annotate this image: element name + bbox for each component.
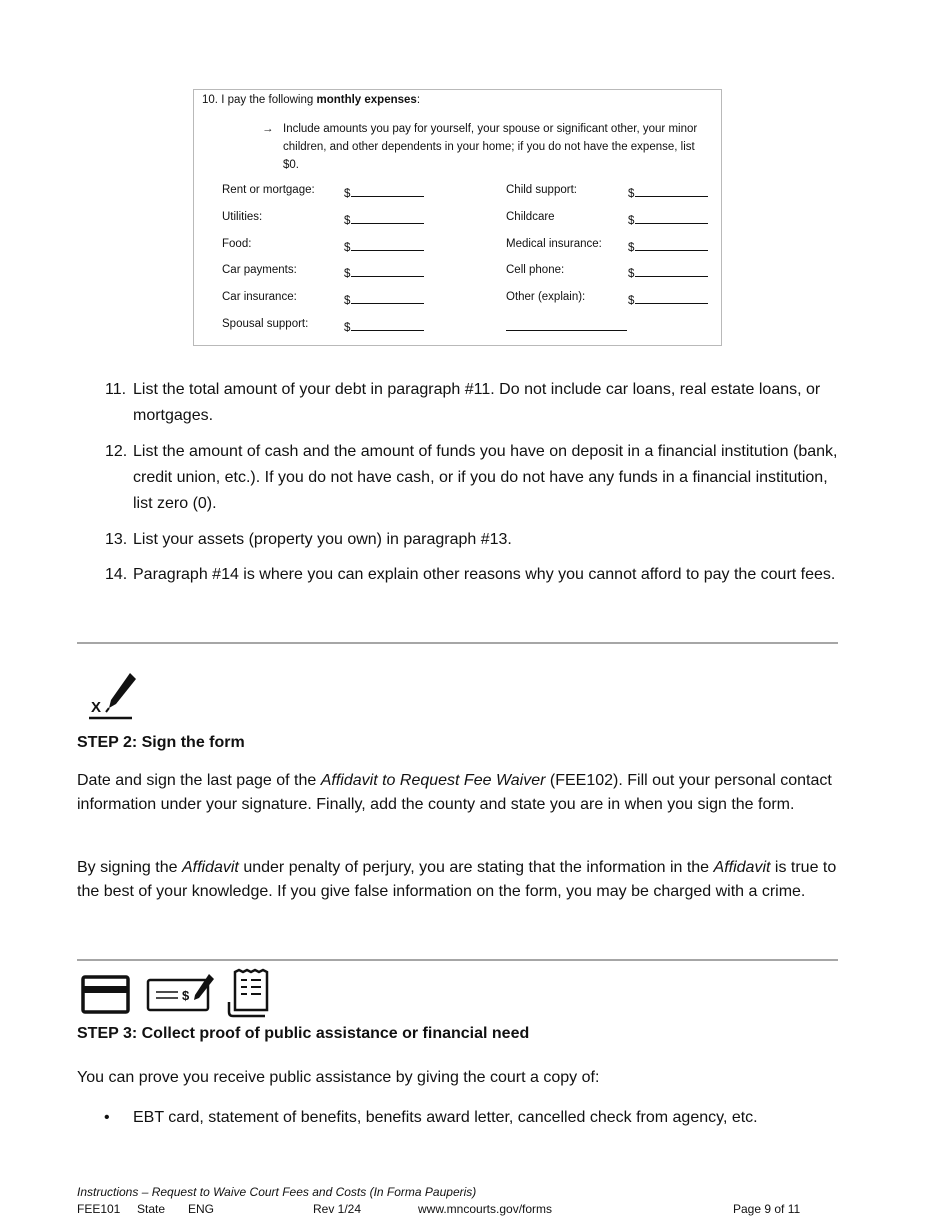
expense-field-spousal-support[interactable] [344,318,424,334]
instruction-number: 12. [105,443,128,460]
expense-field-car-payments[interactable] [344,264,424,280]
text-run: (FEE102). Fill out your personal contact information under your signature. Finally, add the county and state you are in when you sign the form. [77,772,832,813]
expense-field-other[interactable] [628,291,708,307]
form-title-italic: Affidavit to Request Fee Waiver [320,772,546,789]
expense-field-car-insurance[interactable] [344,291,424,307]
instruction-number: 11. [105,381,127,398]
currency-symbol: $ [344,242,351,254]
expense-label-spousal-support: Spousal support: [222,318,309,330]
sign-pen-icon [86,668,140,722]
text-run: Date and sign the last page of the [77,772,321,789]
section-divider [77,959,838,961]
item-number: 10. [202,94,218,106]
footer-state: State [137,1202,166,1216]
currency-symbol: $ [344,295,351,307]
sign-x-mark: X [91,699,102,716]
expense-label-car-insurance: Car insurance: [222,291,297,303]
amount-line [635,184,708,197]
footer-url[interactable]: www.mncourts.gov/forms [418,1202,553,1216]
instruction-number: 14. [105,566,128,583]
expense-field-child-support[interactable] [628,184,708,200]
amount-line [351,264,424,277]
footer-page-number: Page 9 of 11 [733,1202,801,1216]
note-text: Include amounts you pay for yourself, your spouse or significant other, your minor children, and other dependents in your home; if you do not have the expense, list $0. [283,123,698,171]
amount-line [351,291,424,304]
expense-field-cell-phone[interactable] [628,264,708,280]
amount-line [635,238,708,251]
currency-symbol: $ [628,188,635,200]
check-dollar-mark: $ [182,988,190,1003]
expense-field-food[interactable] [344,238,424,254]
step3-intro: You can prove you receive public assistance by giving the court a copy of: [77,1069,600,1086]
expense-label-car-payments: Car payments: [222,264,297,276]
expense-field-medical-insurance[interactable] [628,238,708,254]
instruction-text: Paragraph #14 is where you can explain other reasons why you cannot afford to pay the court fees. [133,566,836,583]
currency-symbol: $ [344,322,351,334]
expense-label-other: Other (explain): [506,291,586,303]
expenses-box-title [202,94,420,106]
footer-form-code: FEE101 [77,1202,121,1216]
instruction-text: List the amount of cash and the amount of funds you have on deposit in a financial institution (bank, credit union, etc.). If you do not have cash, or if you do not have any funds in a financial institution, list zero (0). [133,443,838,512]
step3-bullet-item: EBT card, statement of benefits, benefits award letter, cancelled check from agency, etc. [133,1109,758,1126]
expense-label-cell-phone: Cell phone: [506,264,565,276]
expense-label-rent: Rent or mortgage: [222,184,315,196]
affidavit-italic: Affidavit [713,859,771,876]
check-icon [146,972,216,1016]
bullet-marker: • [104,1109,110,1126]
section-divider [77,642,838,644]
currency-symbol: $ [628,268,635,280]
step2-paragraph-2 [77,856,842,904]
currency-symbol: $ [628,242,635,254]
title-suffix: : [416,94,421,106]
amount-line [635,211,708,224]
amount-line [351,318,424,331]
instruction-text: List your assets (property you own) in paragraph #13. [133,531,512,548]
text-run: under penalty of perjury, you are stating that the information in the [238,859,714,876]
affidavit-italic: Affidavit [181,859,239,876]
expense-field-childcare[interactable] [628,211,708,227]
amount-line [635,291,708,304]
currency-symbol: $ [628,295,635,307]
instruction-text: List the total amount of your debt in paragraph #11. Do not include car loans, real estate loans, or mortgages. [133,381,821,424]
expense-field-utilities[interactable] [344,211,424,227]
amount-line [635,264,708,277]
currency-symbol: $ [628,215,635,227]
instruction-number: 13. [105,531,128,548]
expense-label-child-support: Child support: [506,184,577,196]
footer-title: Instructions – Request to Waive Court Fees and Costs (In Forma Pauperis) [77,1185,477,1199]
amount-line [351,238,424,251]
footer-language: ENG [188,1202,215,1216]
title-prefix: I pay the following [221,94,314,106]
step3-title: STEP 3: Collect proof of public assistance or financial need [77,1025,530,1042]
other-explain-line[interactable] [506,318,627,331]
footer-revision: Rev 1/24 [313,1202,362,1216]
step2-paragraph-1 [77,769,842,817]
step2-title: STEP 2: Sign the form [77,734,245,751]
expense-label-food: Food: [222,238,252,250]
arrow-icon: → [262,123,274,135]
title-bold: monthly expenses [316,94,417,106]
currency-symbol: $ [344,268,351,280]
expense-field-rent[interactable] [344,184,424,200]
expense-label-utilities: Utilities: [222,211,263,223]
card-icon [81,974,131,1016]
amount-line [351,211,424,224]
currency-symbol: $ [344,215,351,227]
text-run: By signing the [77,859,182,876]
expense-label-childcare: Childcare [506,211,555,223]
expense-label-medical-insurance: Medical insurance: [506,238,602,250]
text-run: is true to the best of your knowledge. If you give false information on the form, you may be charged with a crime. [77,859,837,900]
amount-line [351,184,424,197]
currency-symbol: $ [344,188,351,200]
receipt-icon [227,968,275,1020]
